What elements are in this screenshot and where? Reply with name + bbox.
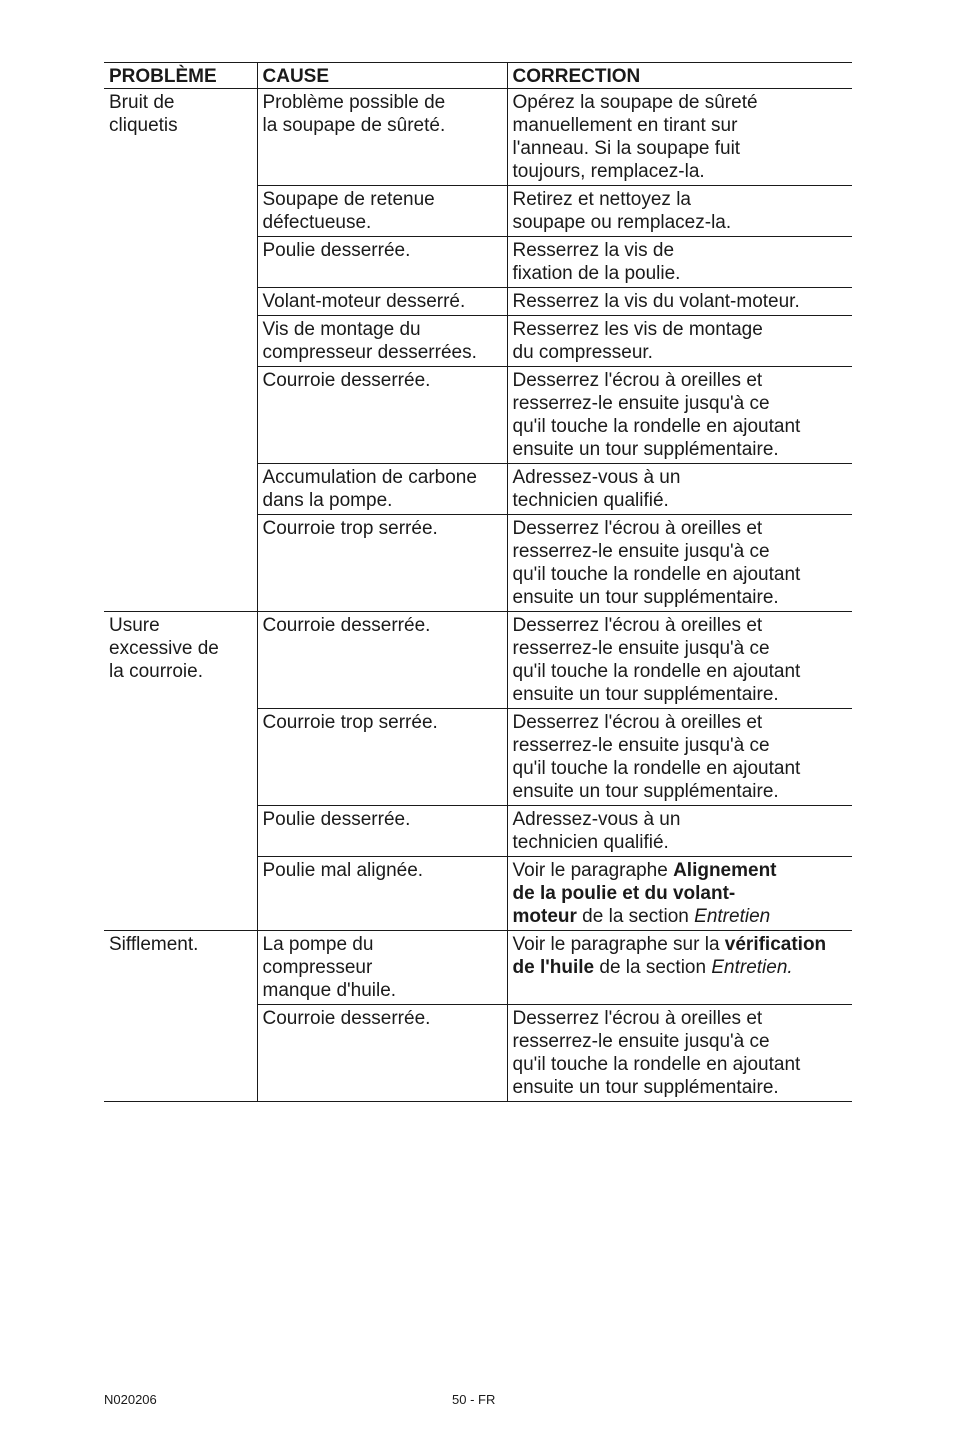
correction-text: de la section <box>594 957 712 978</box>
correction-cell: Desserrez l'écrou à oreilles et resserrez-le ensuite jusqu'à ce qu'il touche la rondelle en ajoutant ensuite un tour supplémentaire. <box>507 612 852 709</box>
cause-cell: La pompe du compresseur manque d'huile. <box>257 931 507 1005</box>
correction-bold-text: vérification de l'huile <box>512 934 827 978</box>
cause-cell: Courroie trop serrée. <box>257 709 507 806</box>
cause-cell: Vis de montage du compresseur desserrées. <box>257 316 507 367</box>
correction-cell: Adressez-vous à un technicien qualifié. <box>507 464 852 515</box>
correction-cell: Resserrez la vis de fixation de la poulie. <box>507 237 852 288</box>
correction-cell: Retirez et nettoyez la soupape ou remplacez-la. <box>507 186 852 237</box>
correction-italic-text: Entretien. <box>711 957 793 978</box>
cause-cell: Courroie desserrée. <box>257 367 507 464</box>
page-number: 50 - FR <box>452 1392 496 1407</box>
correction-text: Voir le paragraphe <box>512 860 674 881</box>
correction-cell: Desserrez l'écrou à oreilles et resserrez-le ensuite jusqu'à ce qu'il touche la rondelle en ajoutant ensuite un tour supplémentaire. <box>507 367 852 464</box>
cause-cell: Problème possible de la soupape de sûreté. <box>257 89 507 186</box>
cause-cell: Volant-moteur desserré. <box>257 288 507 316</box>
problem-cell: Usure excessive de la courroie. <box>104 612 257 931</box>
header-cause: CAUSE <box>257 63 507 89</box>
cause-cell: Poulie desserrée. <box>257 237 507 288</box>
problem-cell: Sifflement. <box>104 931 257 1102</box>
correction-cell <box>507 857 852 931</box>
correction-bold-text: Alignement de la poulie et du volant- moteur <box>512 860 777 927</box>
correction-italic-text: Entretien <box>694 906 771 927</box>
cause-cell: Courroie desserrée. <box>257 612 507 709</box>
cause-cell: Soupape de retenue défectueuse. <box>257 186 507 237</box>
correction-cell: Desserrez l'écrou à oreilles et resserrez-le ensuite jusqu'à ce qu'il touche la rondelle en ajoutant ensuite un tour supplémentaire. <box>507 515 852 612</box>
header-probleme: PROBLÈME <box>104 63 257 89</box>
correction-cell: Resserrez les vis de montage du compresseur. <box>507 316 852 367</box>
troubleshooting-table <box>104 62 852 1102</box>
correction-cell: Desserrez l'écrou à oreilles et resserrez-le ensuite jusqu'à ce qu'il touche la rondelle en ajoutant ensuite un tour supplémentaire. <box>507 709 852 806</box>
cause-cell: Accumulation de carbone dans la pompe. <box>257 464 507 515</box>
cause-cell: Poulie mal alignée. <box>257 857 507 931</box>
cause-cell: Courroie desserrée. <box>257 1005 507 1102</box>
document-code: N020206 <box>104 1392 157 1407</box>
correction-cell: Desserrez l'écrou à oreilles et resserrez-le ensuite jusqu'à ce qu'il touche la rondelle en ajoutant ensuite un tour supplémentaire. <box>507 1005 852 1102</box>
table-row <box>104 89 852 186</box>
correction-cell: Adressez-vous à un technicien qualifié. <box>507 806 852 857</box>
problem-cell: Bruit de cliquetis <box>104 89 257 612</box>
cause-cell: Courroie trop serrée. <box>257 515 507 612</box>
correction-cell: Resserrez la vis du volant-moteur. <box>507 288 852 316</box>
table-row <box>104 612 852 709</box>
correction-cell: Opérez la soupape de sûreté manuellement en tirant sur l'anneau. Si la soupape fuit toujours, remplacez-la. <box>507 89 852 186</box>
cause-cell: Poulie desserrée. <box>257 806 507 857</box>
correction-cell <box>507 931 852 1005</box>
table-row <box>104 931 852 1005</box>
header-correction: CORRECTION <box>507 63 852 89</box>
correction-text: Voir le paragraphe sur la <box>512 934 725 955</box>
table-header-row <box>104 63 852 89</box>
correction-text: de la section <box>576 906 695 927</box>
